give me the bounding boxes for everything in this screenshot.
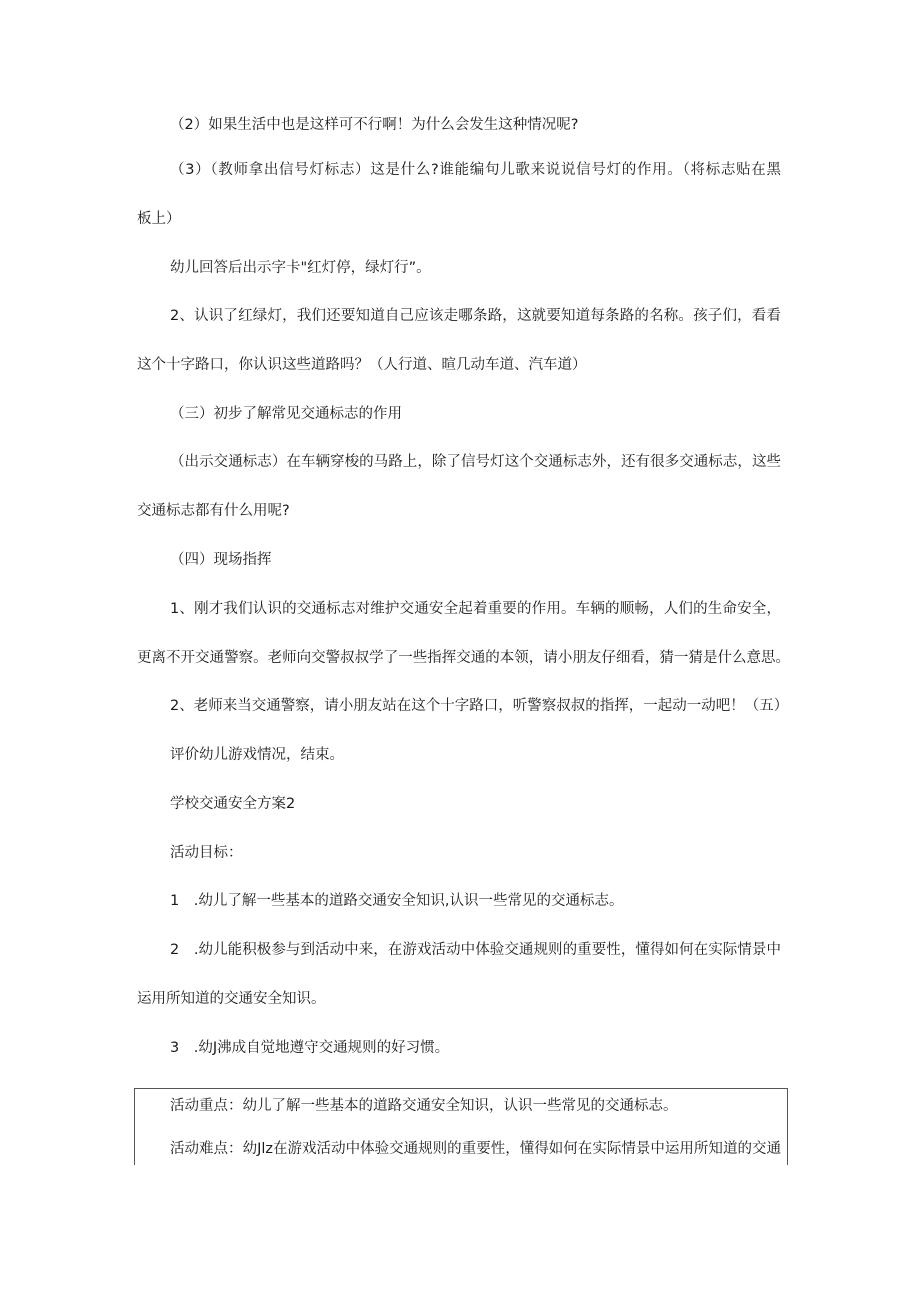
section-title: 学校交通安全方案2 [170, 796, 296, 812]
paragraph-line: （出示交通标志）在车辆穿梭的马路上，除了信号灯这个交通标志外，还有很多交通标志，这些 [170, 454, 781, 470]
paragraph-line: 2、老师来当交通警察，请小朋友站在这个十字路口，听警察叔叔的指挥，一起动一动吧！（五） [170, 698, 789, 714]
paragraph-line: 评价幼儿游戏情况，结束。 [170, 747, 344, 763]
section-heading: （三）初步了解常见交通标志的作用 [170, 406, 402, 422]
paragraph-line: 幼儿回答后出示字卡"红灯停，绿灯行”。 [170, 260, 431, 276]
list-item: 3 .幼J沸成自觉地遵守交通规则的好习惯。 [170, 1040, 450, 1056]
paragraph-line: 活动重点：幼儿了解一些基本的道路交通安全知识，认识一些常见的交通标志。 [170, 1098, 678, 1114]
list-item: 1 .幼儿了解一些基本的道路交通安全知识,认识一些常见的交通标志。 [170, 893, 624, 909]
paragraph-line: （3）（教师拿出信号灯标志）这是什么?谁能编句儿歌来说说信号灯的作用。（将标志贴在黑 [170, 162, 781, 178]
section-heading: 活动目标： [170, 845, 243, 861]
paragraph-line: 活动难点：幼Jlz在游戏活动中体验交通规则的重要性，懂得如何在实际情景中运用所知道的交通 [170, 1141, 781, 1157]
paragraph-line: 运用所知道的交通安全知识。 [137, 991, 326, 1007]
paragraph-line: 交通标志都有什么用呢? [137, 503, 290, 519]
list-item: 2 .幼儿能积极参与到活动中来，在游戏活动中体验交通规则的重要性，懂得如何在实际情景中 [170, 942, 781, 958]
paragraph-line: 这个十字路口，你认识这些道路吗？（人行道、暄几动车道、汽车道） [137, 357, 587, 373]
paragraph-line: （2）如果生活中也是这样可不行啊！为什么会发生这种情况呢? [170, 117, 579, 133]
paragraph-line: 更离不开交通警察。老师向交警叔叔学了一些指挥交通的本领，请小朋友仔细看，猜一猜是什么意思。 [137, 650, 790, 666]
paragraph-line: 1、刚才我们认识的交通标志对维护交通安全起着重要的作用。车辆的顺畅，人们的生命安全， [170, 601, 781, 617]
paragraph-line: 2、认识了红绿灯，我们还要知道自己应该走哪条路，这就要知道每条路的名称。孩子们，看看 [170, 308, 781, 324]
paragraph-line: 板上） [137, 211, 181, 227]
section-heading: （四）现场指挥 [170, 552, 272, 568]
